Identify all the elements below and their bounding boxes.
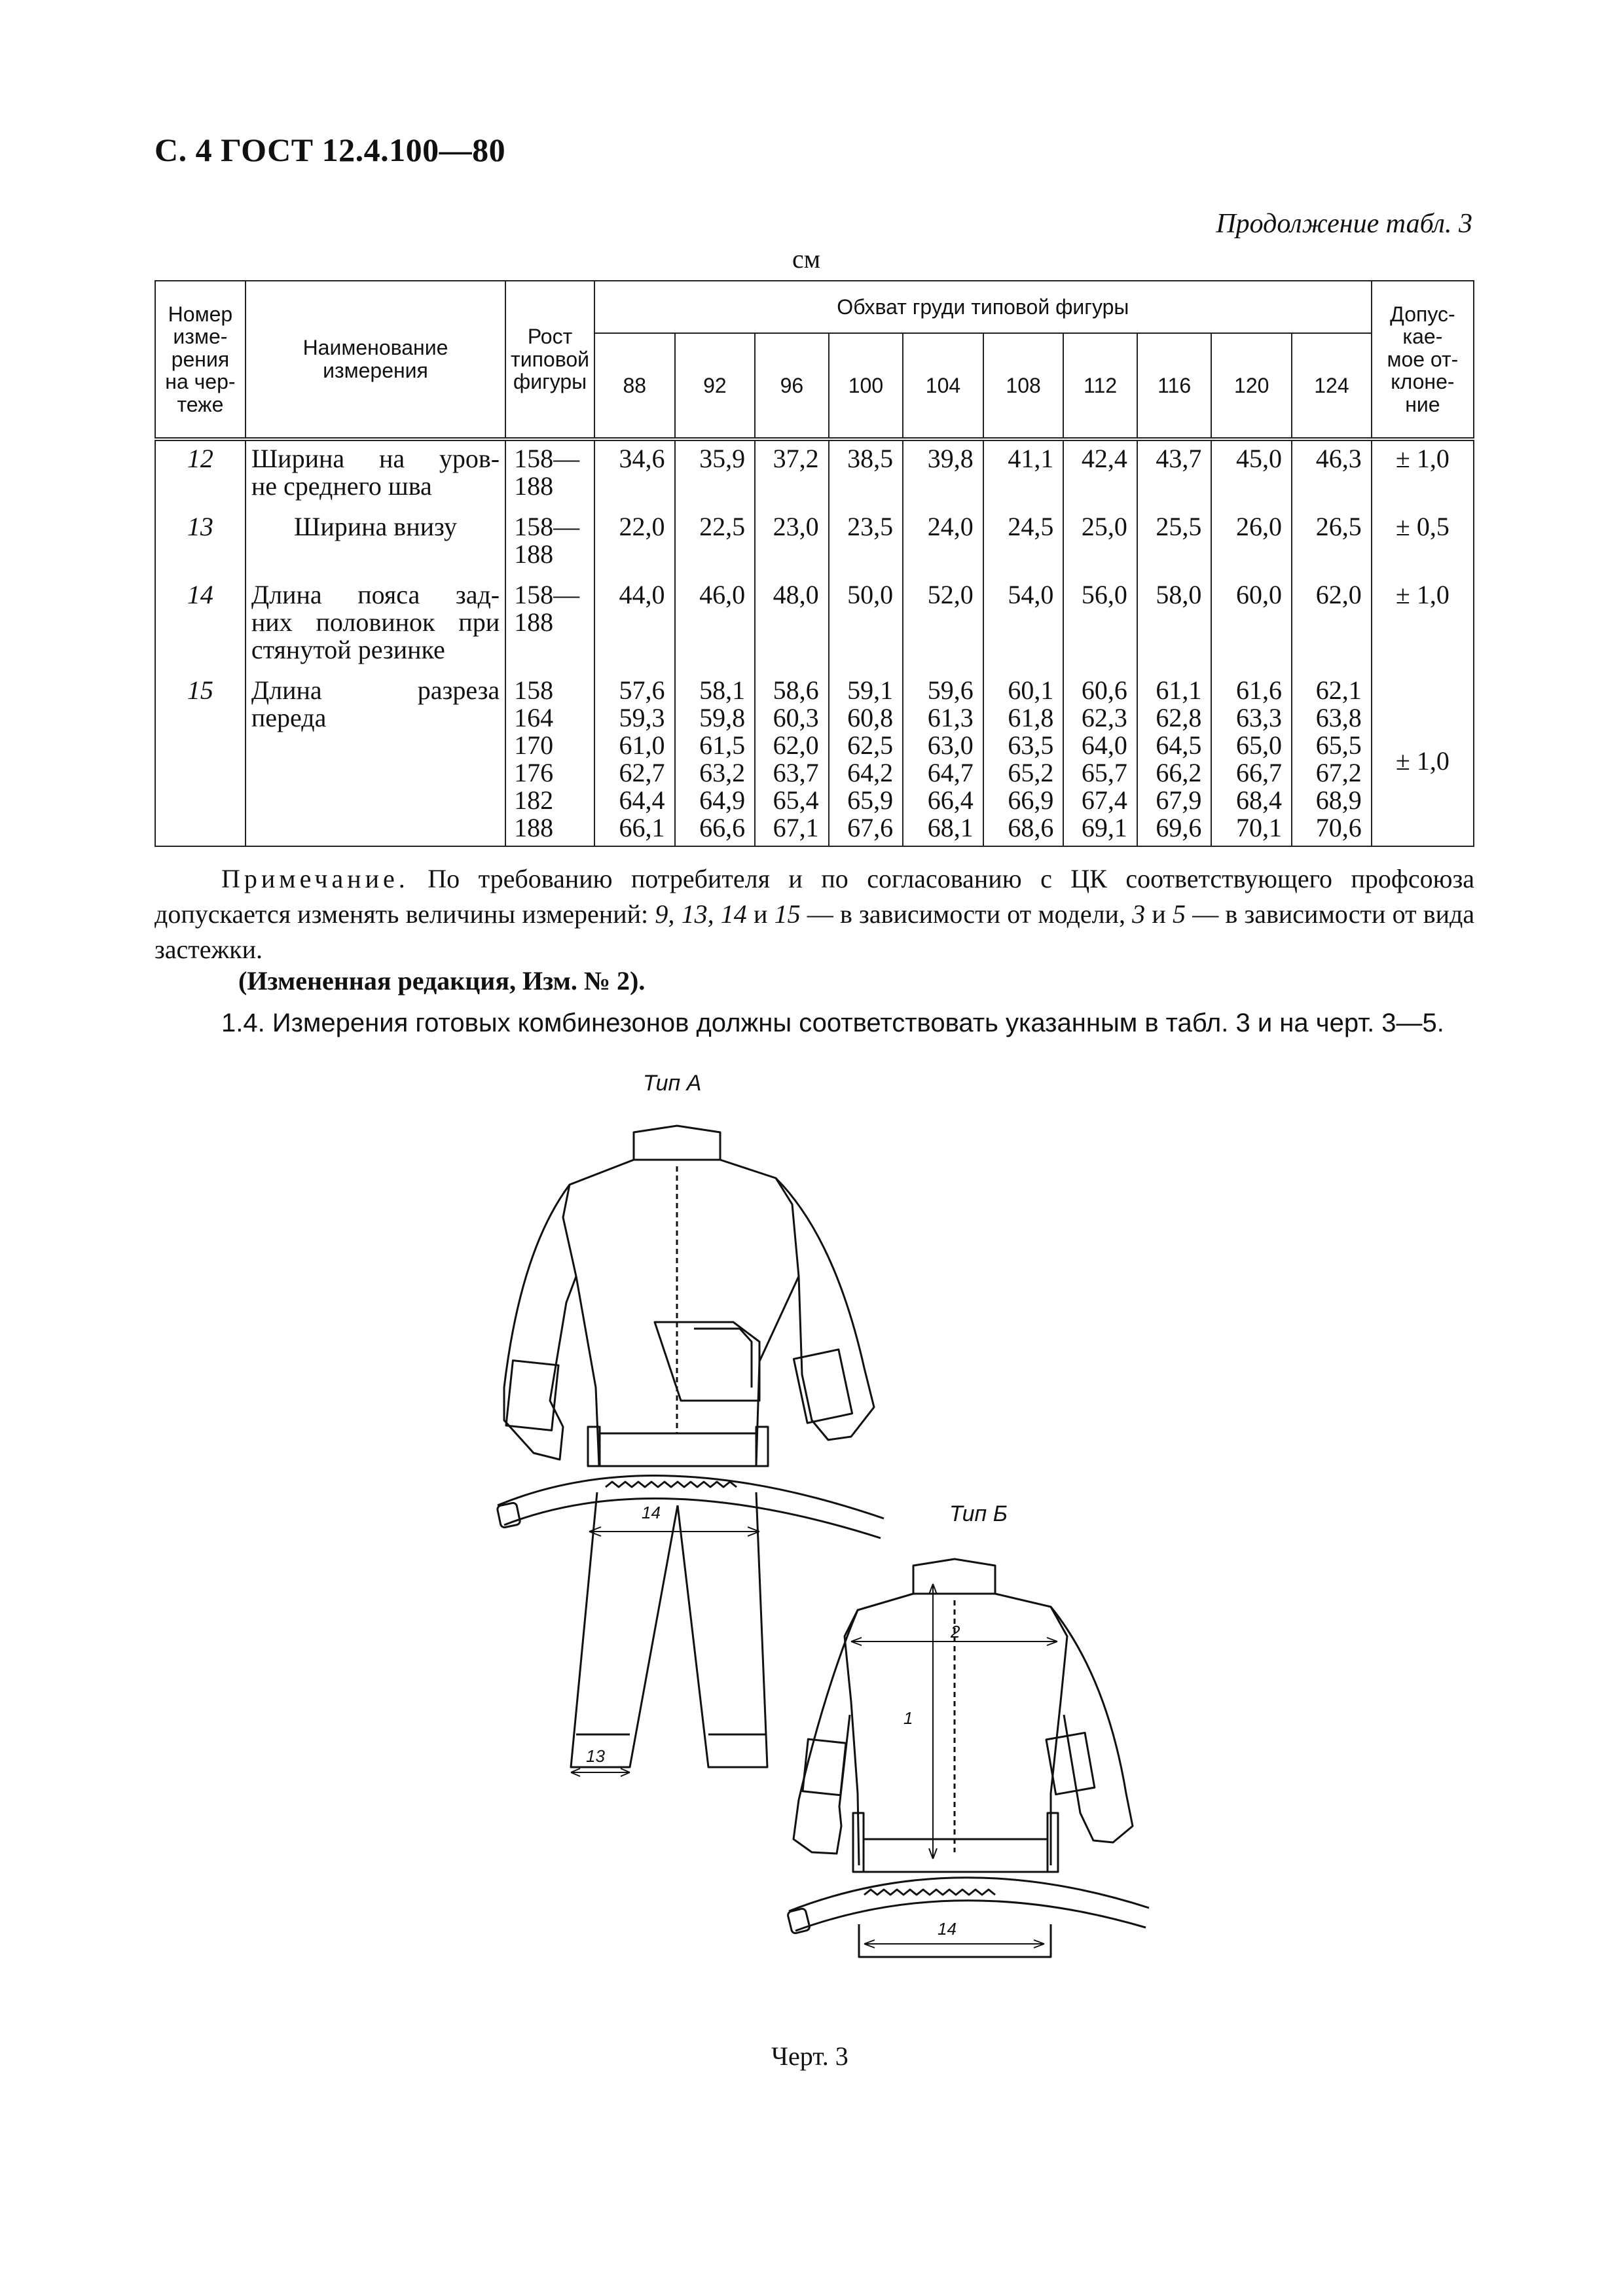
cell-value: 52,0: [903, 577, 983, 673]
cell-column: 61,1 62,8 64,5 66,2 67,9 69,6: [1137, 673, 1212, 846]
table-row: [155, 577, 1474, 673]
col-header-chest-group: Обхват груди типовой фигуры: [594, 281, 1372, 333]
chest-size-120: 120: [1211, 333, 1292, 439]
cell-value: 50,0: [829, 577, 903, 673]
measurements-table: [155, 280, 1474, 847]
chest-size-112: 112: [1063, 333, 1137, 439]
cell-value: 48,0: [755, 577, 829, 673]
chest-size-116: 116: [1137, 333, 1212, 439]
col-header-tolerance: Допус- кае- мое от- клоне- ние: [1372, 281, 1474, 439]
chest-size-92: 92: [675, 333, 756, 439]
chest-size-108: 108: [983, 333, 1064, 439]
figure-label-type-a: Тип А: [643, 1071, 702, 1096]
table-row: [155, 673, 1474, 846]
cell-value: 25,5: [1137, 509, 1212, 577]
cell-value: 24,5: [983, 509, 1064, 577]
cell-value: 45,0: [1211, 439, 1292, 509]
cell-value: 44,0: [594, 577, 675, 673]
cell-value: 23,0: [755, 509, 829, 577]
cell-column: 59,1 60,8 62,5 64,2 65,9 67,6: [829, 673, 903, 846]
col-header-number: Номер изме- рения на чер- теже: [155, 281, 246, 439]
table-note: Примечание. По требованию потребителя и по согласованию с ЦК соответствующего профсоюза допускается изменять величины измерений: 9, 13, 14 и 15 — в зависимости от модели, 3 и 5 — в зависимости от вида застежки.: [155, 864, 1475, 964]
cell-value: 38,5: [829, 439, 903, 509]
cell-value: 35,9: [675, 439, 756, 509]
row-name: Длина разреза переда: [246, 673, 505, 846]
cell-value: 41,1: [983, 439, 1064, 509]
cell-column: 60,1 61,8 63,5 65,2 66,9 68,6: [983, 673, 1064, 846]
cell-value: 37,2: [755, 439, 829, 509]
cell-value: 22,0: [594, 509, 675, 577]
row-number: 13: [155, 509, 246, 577]
cell-column: 58,6 60,3 62,0 63,7 65,4 67,1: [755, 673, 829, 846]
row-tolerance: ± 1,0: [1372, 673, 1474, 846]
coverall-type-a: [497, 1126, 884, 1776]
figure-label-type-b: Тип Б: [949, 1501, 1008, 1526]
row-number: 14: [155, 577, 246, 673]
dim-label-14-type-a: 14: [642, 1503, 661, 1522]
figure-caption: Черт. 3: [771, 2041, 848, 2071]
cell-column: 60,6 62,3 64,0 65,7 67,4 69,1: [1063, 673, 1137, 846]
dim-label-14-type-b: 14: [938, 1919, 957, 1939]
amendment-note: (Измененная редакция, Изм. № 2).: [238, 966, 646, 996]
cell-value: 56,0: [1063, 577, 1137, 673]
cell-value: 34,6: [594, 439, 675, 509]
cell-column: 59,6 61,3 63,0 64,7 66,4 68,1: [903, 673, 983, 846]
chest-size-96: 96: [755, 333, 829, 439]
table-row: [155, 509, 1474, 577]
cell-value: 58,0: [1137, 577, 1212, 673]
cell-value: 60,0: [1211, 577, 1292, 673]
chest-size-104: 104: [903, 333, 983, 439]
col-header-name: Наименование измерения: [246, 281, 505, 439]
dim-label-13: 13: [586, 1746, 605, 1766]
cell-value: 54,0: [983, 577, 1064, 673]
row-tolerance: ± 0,5: [1372, 509, 1474, 577]
cell-column: 57,6 59,3 61,0 62,7 64,4 66,1: [594, 673, 675, 846]
cell-value: 42,4: [1063, 439, 1137, 509]
cell-value: 26,0: [1211, 509, 1292, 577]
coverall-drawing: [458, 1113, 1178, 2016]
dim-label-2: 2: [951, 1622, 960, 1641]
dim-label-1: 1: [903, 1708, 913, 1728]
chest-size-124: 124: [1292, 333, 1372, 439]
row-name: Длина пояса зад- них половинок при стянутой резинке: [246, 577, 505, 673]
row-tolerance: ± 1,0: [1372, 577, 1474, 673]
row-height: 158— 188: [505, 509, 594, 577]
cell-value: 26,5: [1292, 509, 1372, 577]
table-unit: см: [792, 244, 821, 274]
row-height: 158— 188: [505, 577, 594, 673]
cell-column: 61,6 63,3 65,0 66,7 68,4 70,1: [1211, 673, 1292, 846]
table-row: [155, 439, 1474, 509]
cell-value: 23,5: [829, 509, 903, 577]
cell-column: 62,1 63,8 65,5 67,2 68,9 70,6: [1292, 673, 1372, 846]
cell-value: 46,3: [1292, 439, 1372, 509]
cell-column: 58,1 59,8 61,5 63,2 64,9 66,6: [675, 673, 756, 846]
col-header-height: Рост типовой фигуры: [505, 281, 594, 439]
chest-size-88: 88: [594, 333, 675, 439]
cell-value: 62,0: [1292, 577, 1372, 673]
cell-value: 22,5: [675, 509, 756, 577]
cell-value: 46,0: [675, 577, 756, 673]
row-name: Ширина внизу: [246, 509, 505, 577]
cell-value: 43,7: [1137, 439, 1212, 509]
row-tolerance: ± 1,0: [1372, 439, 1474, 509]
cell-value: 24,0: [903, 509, 983, 577]
row-number: 12: [155, 439, 246, 509]
row-number: 15: [155, 673, 246, 846]
chest-size-100: 100: [829, 333, 903, 439]
coverall-type-b: [787, 1559, 1149, 1957]
paragraph-1-4: 1.4. Измерения готовых комбинезонов должны соответствовать указанным в табл. 3 и на черт. 3—5.: [221, 1009, 1444, 1037]
cell-value: 39,8: [903, 439, 983, 509]
row-name: Ширина на уров- не среднего шва: [246, 439, 505, 509]
row-heights: 158 164 170 176 182 188: [505, 673, 594, 846]
table-continuation-label: Продолжение табл. 3: [1216, 209, 1472, 239]
cell-value: 25,0: [1063, 509, 1137, 577]
page-header: С. 4 ГОСТ 12.4.100—80: [155, 132, 506, 168]
row-height: 158— 188: [505, 439, 594, 509]
